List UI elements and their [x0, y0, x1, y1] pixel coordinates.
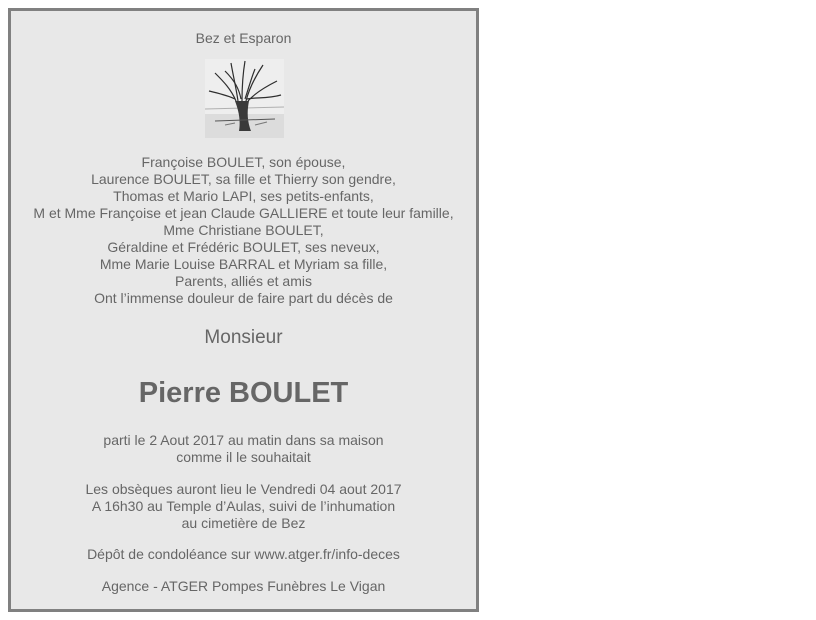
passing-line: comme il le souhaitait: [176, 449, 311, 465]
agency-info: Agence - ATGER Pompes Funèbres Le Vigan: [101, 578, 386, 594]
family-line: Parents, alliés et amis: [175, 273, 312, 289]
passing-line: parti le 2 Aout 2017 au matin dans sa maison: [103, 432, 384, 448]
funeral-details: [11, 481, 476, 532]
funeral-line: au cimetière de Bez: [181, 515, 306, 531]
passing-details: [11, 432, 476, 466]
family-line: Mme Marie Louise BARRAL et Myriam sa fille,: [99, 256, 388, 272]
funeral-line: Les obsèques auront lieu le Vendredi 04 aout 2017: [85, 481, 402, 497]
deceased-name: Pierre BOULET: [138, 377, 349, 409]
family-line: Françoise BOULET, son épouse,: [141, 154, 346, 170]
family-line: Mme Christiane BOULET,: [163, 222, 324, 238]
family-line: Géraldine et Frédéric BOULET, ses neveux,: [107, 239, 380, 255]
family-line: Thomas et Mario LAPI, ses petits-enfants,: [113, 188, 374, 204]
civility-title: Monsieur: [204, 327, 283, 348]
family-announcement: [11, 154, 476, 307]
tree-photo: [205, 59, 284, 138]
willow-tree-icon: [205, 59, 284, 138]
funeral-line: A 16h30 au Temple d’Aulas, suivi de l’inhumation: [91, 498, 396, 514]
condolence-info: Dépôt de condoléance sur www.atger.fr/info-deces: [87, 546, 400, 562]
family-line: Ont l’immense douleur de faire part du décès de: [94, 290, 393, 306]
family-line: Laurence BOULET, sa fille et Thierry son gendre,: [91, 171, 396, 187]
place-name: Bez et Esparon: [195, 30, 292, 46]
obituary-notice: [8, 8, 479, 612]
family-line: M et Mme Françoise et jean Claude GALLIERE et toute leur famille,: [33, 205, 454, 221]
